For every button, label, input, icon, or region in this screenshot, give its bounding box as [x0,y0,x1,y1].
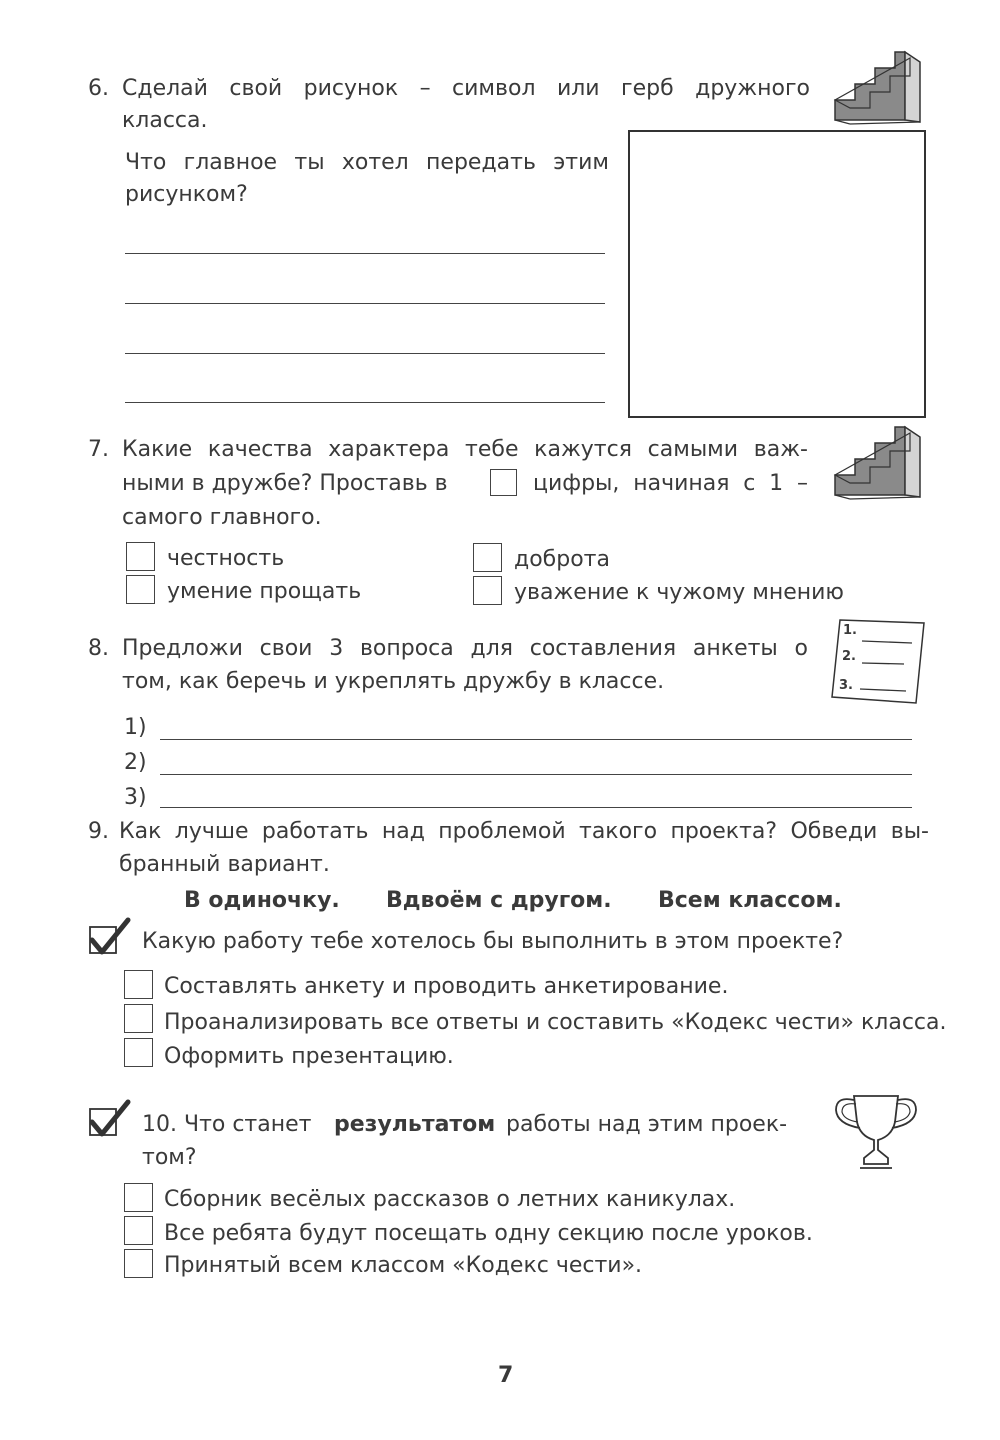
q9-text-line1: Как лучше работать над проблемой такого проекта? Обведи вы- [119,819,929,844]
checkbox-code[interactable] [124,1249,153,1278]
checkbox-respect[interactable] [473,576,502,605]
work-option-label: Оформить презентацию. [164,1044,454,1069]
icon-label: 1. [843,623,857,638]
q8-number: 8. [88,636,109,661]
q7-number: 7. [88,437,109,462]
inline-box-example [490,469,517,496]
q7-text-line2b: цифры, начиная с 1 – [533,471,808,496]
work-option-label: Проанализировать все ответы и составить «Кодекс чести» класса. [164,1010,947,1035]
q6-text-line1: Сделай свой рисунок – символ или герб дружного [122,76,810,101]
q7-text-line1: Какие качества характера тебе кажутся самыми важ- [122,437,808,462]
trophy-icon [832,1092,920,1170]
q8-text-line1: Предложи свои 3 вопроса для составления анкеты о [122,636,808,661]
icon-label: 2. [842,649,856,664]
questionnaire-icon [830,617,926,705]
checkmark-icon [88,1100,132,1140]
option-label: умение прощать [167,579,362,604]
q10-text-part2: работы над этим проек- [506,1112,788,1137]
checkbox-kindness[interactable] [473,543,502,572]
checkbox-stories[interactable] [124,1183,153,1212]
checkbox-honesty[interactable] [126,542,155,571]
q7-text-line2a: ными в дружбе? Проставь в [122,471,448,496]
checkmark-icon [88,918,132,958]
q9-number: 9. [88,819,109,844]
option-label: честность [167,546,285,571]
choice-whole-class[interactable]: Всем классом. [658,888,842,913]
icon-label: 3. [839,678,853,693]
q6-number: 6. [88,76,109,101]
work-option-label: Составлять анкету и проводить анкетирование. [164,974,729,999]
option-label: доброта [514,547,610,572]
q9-text-line2: бранный вариант. [119,852,330,877]
drawing-box[interactable] [628,130,926,418]
checkbox-analyze[interactable] [124,1004,153,1033]
work-question: Какую работу тебе хотелось бы выполнить в этом проекте? [142,929,844,954]
q8-text-line2: том, как беречь и укреплять дружбу в классе. [122,669,665,694]
answer-item-number: 3) [124,785,147,810]
q7-text-line3: самого главного. [122,505,322,530]
answer-item-number: 1) [124,715,147,740]
answer-item-number: 2) [124,750,147,775]
page-number: 7 [498,1363,514,1388]
q10-option-label: Сборник весёлых рассказов о летних каникулах. [164,1187,736,1212]
checkbox-presentation[interactable] [124,1038,153,1067]
q6-sub-line2: рисунком? [125,182,248,207]
q6-answer-line[interactable] [125,353,605,354]
q10-option-label: Принятый всем классом «Кодекс чести». [164,1253,643,1278]
q6-answer-line[interactable] [125,303,605,304]
q6-answer-line[interactable] [125,253,605,254]
q8-answer-line[interactable] [160,739,912,740]
choice-alone[interactable]: В одиночку. [184,888,340,913]
q8-answer-line[interactable] [160,807,912,808]
stairs-icon [830,425,925,500]
option-label: уважение к чужому мнению [514,580,844,605]
checkbox-forgiveness[interactable] [126,575,155,604]
q10-text-part1: 10. Что станет [142,1112,312,1137]
checkbox-survey[interactable] [124,970,153,999]
q10-text-bold: результатом [334,1112,496,1137]
stairs-icon [830,50,925,125]
q10-text-line2: том? [142,1145,197,1170]
choice-with-friend[interactable]: Вдвоём с другом. [386,888,612,913]
q6-text-line2: класса. [122,108,208,133]
q6-sub-line1: Что главное ты хотел передать этим [125,150,609,175]
q6-answer-line[interactable] [125,402,605,403]
q10-option-label: Все ребята будут посещать одну секцию после уроков. [164,1221,813,1246]
q8-answer-line[interactable] [160,774,912,775]
checkbox-section[interactable] [124,1216,153,1245]
